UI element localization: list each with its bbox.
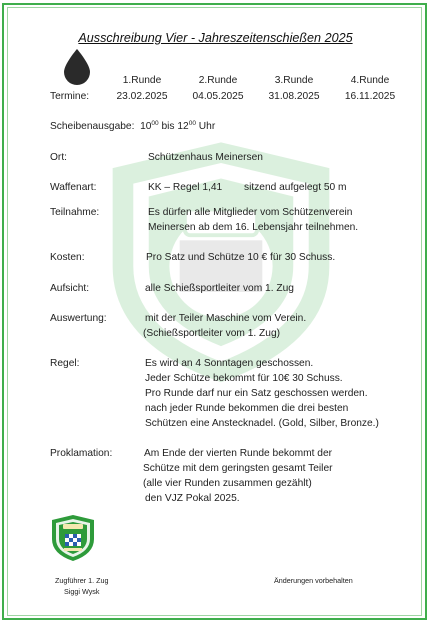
footer-disclaimer: Änderungen vorbehalten <box>274 576 353 585</box>
kosten-label: Kosten: <box>50 252 85 263</box>
kosten-value: Pro Satz und Schütze 10 € für 30 Schuss. <box>146 252 336 263</box>
waffenart-extra: sitzend aufgelegt 50 m <box>244 182 347 193</box>
waffenart-label: Waffenart: <box>50 182 97 193</box>
scheibenausgabe-to-min: 00 <box>188 120 196 127</box>
regel-label: Regel: <box>50 358 80 369</box>
round-2-label: 2.Runde <box>198 75 238 86</box>
scheibenausgabe-to-hour: 12 <box>177 121 189 132</box>
round-1-date: 23.02.2025 <box>116 91 168 102</box>
teilnahme-line-2: Meinersen ab dem 16. Lebensjahr teilnehmen. <box>148 222 359 233</box>
aufsicht-label: Aufsicht: <box>50 283 90 294</box>
ort-label: Ort: <box>50 152 67 163</box>
scheibenausgabe-row <box>50 119 215 134</box>
proklamation-line-4: den VJZ Pokal 2025. <box>145 493 240 504</box>
scheibenausgabe-from-hour: 10 <box>140 121 152 132</box>
termine-label: Termine: <box>50 91 90 102</box>
proklamation-line-2: Schütze mit dem geringsten gesamt Teiler <box>143 463 333 474</box>
footer-signature-line-2: Siggi Wysk <box>64 587 100 596</box>
round-1-label: 1.Runde <box>122 75 162 86</box>
ort-value: Schützenhaus Meinersen <box>148 152 263 163</box>
page-title: Ausschreibung Vier - Jahreszeitenschießen 2025 <box>78 31 353 45</box>
round-4-date: 16.11.2025 <box>344 91 396 102</box>
scheibenausgabe-from-min: 00 <box>151 120 159 127</box>
proklamation-label: Proklamation: <box>50 448 113 459</box>
proklamation-line-3: (alle vier Runden zusammen gezählt) <box>143 478 312 489</box>
club-emblem-icon <box>50 514 96 562</box>
regel-line-2: Jeder Schütze bekommt für 10€ 30 Schuss. <box>145 373 343 384</box>
proklamation-line-1: Am Ende der vierten Runde bekommt der <box>144 448 332 459</box>
waffenart-value: KK – Regel 1,41 <box>148 182 223 193</box>
regel-line-4: nach jeder Runde bekommen die drei besten <box>145 403 349 414</box>
regel-line-3: Pro Runde darf nur ein Satz geschossen werden. <box>145 388 368 399</box>
drop-icon <box>62 48 92 86</box>
regel-line-5: Schützen eine Anstecknadel. (Gold, Silber, Bronze.) <box>145 418 379 429</box>
scheibenausgabe-label: Scheibenausgabe: <box>50 121 135 132</box>
scheibenausgabe-sep: bis <box>161 121 175 132</box>
round-3-label: 3.Runde <box>274 75 314 86</box>
auswertung-line-2: (Schießsportleiter vom 1. Zug) <box>143 328 281 339</box>
teilnahme-label: Teilnahme: <box>50 207 100 218</box>
round-4-label: 4.Runde <box>350 75 390 86</box>
footer-signature-line-1: Zugführer 1. Zug <box>55 576 109 585</box>
round-2-date: 04.05.2025 <box>192 91 244 102</box>
teilnahme-line-1: Es dürfen alle Mitglieder vom Schützenverein <box>148 207 353 218</box>
auswertung-label: Auswertung: <box>50 313 107 324</box>
scheibenausgabe-suffix: Uhr <box>198 121 216 132</box>
regel-line-1: Es wird an 4 Sonntagen geschossen. <box>145 358 314 369</box>
auswertung-line-1: mit der Teiler Maschine vom Verein. <box>145 313 307 324</box>
round-3-date: 31.08.2025 <box>268 91 320 102</box>
aufsicht-value: alle Schießsportleiter vom 1. Zug <box>145 283 294 294</box>
